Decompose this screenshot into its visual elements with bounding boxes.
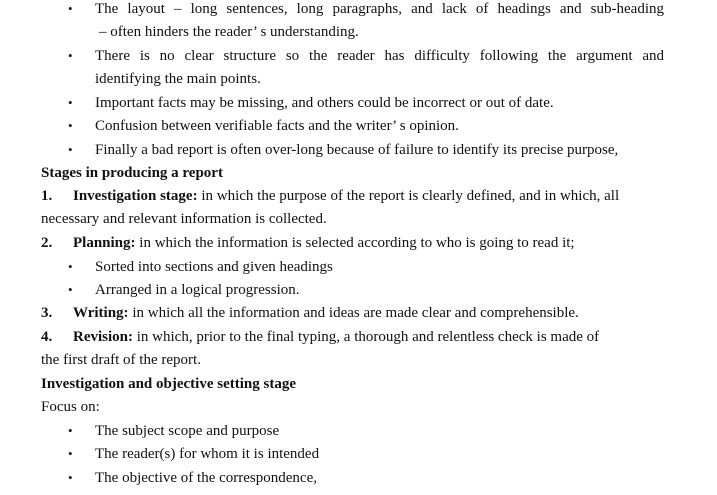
focus-item: The objective of the correspondence, [95, 470, 317, 486]
bullet-icon: • [68, 95, 73, 110]
stage-term: Writing: [73, 305, 129, 321]
stage-4-line [73, 328, 599, 346]
stage-1-line [73, 187, 619, 205]
sub-bullet-text: Arranged in a logical progression. [95, 282, 300, 298]
stage-term: Investigation stage: [73, 188, 198, 204]
section-heading-investigation: Investigation and objective setting stage [41, 376, 296, 392]
section-heading-stages: Stages in producing a report [41, 165, 223, 181]
bullet-icon: • [68, 48, 73, 63]
bullet-icon: • [68, 142, 73, 157]
bullet-icon: • [68, 259, 73, 274]
bullet-icon: • [68, 118, 73, 133]
stage-text: in which the purpose of the report is clearly defined, and in which, all [201, 188, 620, 204]
stage-text: in which all the information and ideas are made clear and comprehensible. [132, 305, 579, 321]
bullet-text: Finally a bad report is often over-long because of failure to identify its precise purpose, [95, 142, 619, 158]
bullet-text: Confusion between verifiable facts and the writer’ s opinion. [95, 118, 459, 134]
stage-1-continued: necessary and relevant information is collected. [41, 211, 327, 227]
bullet-icon: • [68, 282, 73, 297]
bullet-text: The layout – long sentences, long paragraphs, and lack of headings and sub-heading [95, 1, 664, 17]
stage-4-continued: the first draft of the report. [41, 352, 201, 368]
bullet-text-continued: – often hinders the reader’ s understanding. [99, 24, 359, 40]
stage-3-line [73, 304, 579, 322]
focus-item: The reader(s) for whom it is intended [95, 446, 320, 462]
bullet-text: Important facts may be missing, and others could be incorrect or out of date. [95, 95, 554, 111]
bullet-icon: • [68, 423, 73, 438]
bullet-text-continued: identifying the main points. [95, 71, 261, 87]
stage-text: in which the information is selected according to who is going to read it; [139, 235, 575, 251]
stage-number: 4. [41, 329, 53, 345]
stage-number: 1. [41, 188, 53, 204]
stage-number: 2. [41, 235, 53, 251]
bullet-icon: • [68, 446, 73, 461]
bullet-icon: • [68, 470, 73, 485]
sub-bullet-text: Sorted into sections and given headings [95, 259, 333, 275]
stage-2-line [73, 234, 575, 252]
bullet-icon: • [68, 1, 73, 16]
stage-number: 3. [41, 305, 53, 321]
focus-item: The subject scope and purpose [95, 423, 280, 439]
stage-term: Revision: [73, 329, 133, 345]
bullet-text: There is no clear structure so the reader has difficulty following the argument and [95, 48, 664, 64]
stage-term: Planning: [73, 235, 136, 251]
stage-text: in which, prior to the final typing, a thorough and relentless check is made of [136, 329, 600, 345]
focus-label: Focus on: [41, 399, 100, 415]
